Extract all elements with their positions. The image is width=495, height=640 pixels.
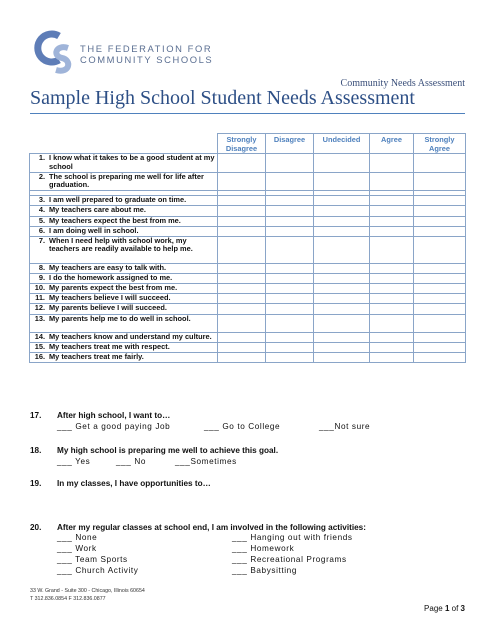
statement-text: My teachers believe I will succeed. [49,293,171,303]
page-title: Sample High School Student Needs Assessment [30,87,415,109]
response-cell[interactable] [414,236,466,263]
statement-number: 16. [34,352,45,362]
response-cell[interactable] [218,274,266,284]
option-sometimes[interactable]: ___Sometimes [175,457,237,466]
option-none[interactable]: ___ None [57,533,98,542]
statement-text: My teachers are easy to talk with. [49,263,167,273]
response-cell[interactable] [218,226,266,236]
statement-content [32,237,215,254]
statement-text: My parents expect the best from me. [49,283,178,293]
header-blank-cell [30,134,218,154]
response-cell[interactable] [266,216,314,226]
option-homework[interactable]: ___ Homework [232,544,295,553]
response-cell[interactable] [218,216,266,226]
statement-cell [30,333,218,343]
page-number [424,604,465,613]
response-cell[interactable] [414,196,466,206]
statement-content [32,333,215,342]
table-row [30,294,466,304]
document-type-label: Community Needs Assessment [340,78,465,89]
table-row [30,264,466,274]
statement-cell [30,353,218,363]
response-cell[interactable] [266,333,314,343]
footer-address: 33 W. Grand - Suite 300 - Chicago, Illinois 60654 [30,588,145,594]
response-cell[interactable] [414,343,466,353]
statement-content [32,196,215,205]
response-cell[interactable] [266,284,314,294]
table-row [30,172,466,191]
table-row [30,314,466,333]
statement-number: 11. [35,293,45,303]
response-cell[interactable] [218,264,266,274]
cs-logo-mark [34,30,76,76]
statement-number: 8. [38,263,45,273]
response-cell[interactable] [414,226,466,236]
table-row [30,274,466,284]
response-cell[interactable] [314,353,370,363]
response-cell[interactable] [314,154,370,173]
option-team-sports[interactable]: ___ Team Sports [57,555,128,564]
response-cell[interactable] [266,343,314,353]
response-cell[interactable] [218,294,266,304]
statement-number: 3. [38,195,45,205]
question-text: In my classes, I have opportunities to… [57,479,211,488]
response-cell[interactable] [314,284,370,294]
statement-content [32,173,215,190]
response-cell[interactable] [414,154,466,173]
response-cell[interactable] [370,284,414,294]
response-cell[interactable] [414,333,466,343]
statement-number: 13. [34,313,45,323]
column-header-strongly-agree: Strongly Agree [414,134,466,154]
footer-phone: T 312.836.0854 F 312.836.0877 [30,595,106,602]
response-cell[interactable] [314,196,370,206]
column-header-disagree: Disagree [266,134,314,154]
response-cell[interactable] [370,314,414,333]
response-cell[interactable] [314,304,370,314]
statement-text: I know what it takes to be a good student at my school [49,153,215,171]
statement-text: I do the homework assigned to me. [49,273,173,283]
statement-cell [30,314,218,333]
statement-cell [30,172,218,191]
response-cell[interactable] [370,264,414,274]
table-row [30,343,466,353]
response-cell[interactable] [370,343,414,353]
response-cell[interactable] [266,314,314,333]
statement-cell [30,343,218,353]
option-work[interactable]: ___ Work [57,544,97,553]
table-row [30,216,466,226]
response-cell[interactable] [414,274,466,284]
table-header-row [30,134,466,154]
response-cell[interactable] [314,274,370,284]
option-yes[interactable]: ___ Yes [57,457,91,466]
page-current: 1 [444,604,450,613]
statement-number: 9. [38,273,45,283]
statement-content [32,284,215,293]
statement-text: When I need help with school work, my teachers are readily available to help me. [49,235,193,254]
statement-cell [30,264,218,274]
statement-text: I am doing well in school. [49,225,139,235]
statement-cell [30,284,218,294]
statement-number: 7. [38,235,45,245]
response-cell[interactable] [314,314,370,333]
response-cell[interactable] [370,196,414,206]
response-cell[interactable] [218,333,266,343]
option-church-activity[interactable]: ___ Church Activity [57,566,139,575]
response-cell[interactable] [266,196,314,206]
logo-line-2: COMMUNITY SCHOOLS [80,54,214,65]
option-college[interactable]: ___ Go to College [204,422,281,431]
response-cell[interactable] [370,236,414,263]
table-row [30,333,466,343]
statement-number: 4. [38,205,45,215]
response-cell[interactable] [414,304,466,314]
statement-cell [30,154,218,173]
statement-cell [30,216,218,226]
statement-text: I am well prepared to graduate on time. [49,195,187,205]
statement-text: My teachers know and understand my culture. [49,332,212,342]
statement-number: 1. [38,153,45,162]
response-cell[interactable] [218,284,266,294]
response-cell[interactable] [414,172,466,191]
statement-number: 2. [38,171,45,181]
response-cell[interactable] [266,172,314,191]
response-cell[interactable] [314,264,370,274]
response-cell[interactable] [370,304,414,314]
table-row [30,236,466,263]
response-cell[interactable] [414,353,466,363]
response-cell[interactable] [314,333,370,343]
statement-content [32,315,215,324]
response-cell[interactable] [266,304,314,314]
statement-cell [30,196,218,206]
table-row [30,154,466,173]
response-cell[interactable] [266,294,314,304]
option-babysitting[interactable]: ___ Babysitting [232,566,297,575]
page-of: of [451,604,459,613]
response-cell[interactable] [370,172,414,191]
table-row [30,284,466,294]
response-cell[interactable] [266,236,314,263]
response-cell[interactable] [218,343,266,353]
statement-text: My parents believe I will succeed. [49,303,167,313]
response-cell[interactable] [266,154,314,173]
response-cell[interactable] [314,226,370,236]
statement-content [32,304,215,313]
response-cell[interactable] [314,206,370,216]
response-cell[interactable] [218,314,266,333]
response-cell[interactable] [370,226,414,236]
response-cell[interactable] [370,333,414,343]
statement-content [32,154,215,171]
option-not-sure[interactable]: ___Not sure [319,422,371,431]
page-total: 3 [460,604,465,613]
response-cell[interactable] [370,154,414,173]
response-cell[interactable] [314,294,370,304]
statement-number: 10. [34,283,45,293]
statement-cell [30,226,218,236]
response-cell[interactable] [414,206,466,216]
response-cell[interactable] [314,216,370,226]
federation-logo [34,30,234,76]
response-cell[interactable] [266,353,314,363]
table-row [30,196,466,206]
statement-text: My teachers expect the best from me. [49,215,181,225]
statement-text: My teachers care about me. [49,205,146,215]
page-label: Page [424,604,443,613]
table-row [30,206,466,216]
question-number: 18. [30,446,42,455]
statement-content [32,343,215,352]
option-no[interactable]: ___ No [116,457,147,466]
question-number: 20. [30,523,42,532]
table-row [30,226,466,236]
question-text: After high school, I want to… [57,411,171,420]
table-row [30,353,466,363]
statement-content [32,227,215,236]
question-text: My high school is preparing me well to achieve this goal. [57,446,279,455]
statement-cell [30,206,218,216]
statement-cell [30,304,218,314]
response-cell[interactable] [414,284,466,294]
survey-body [30,154,466,363]
statement-content [32,217,215,226]
statement-content [32,294,215,303]
statement-cell [30,294,218,304]
response-cell[interactable] [266,274,314,284]
response-cell[interactable] [370,274,414,284]
statement-content [32,274,215,283]
response-cell[interactable] [266,264,314,274]
response-cell[interactable] [314,236,370,263]
column-header-undecided: Undecided [314,134,370,154]
response-cell[interactable] [218,304,266,314]
statement-content [32,353,215,362]
statement-text: My parents help me to do well in school. [49,313,191,323]
response-cell[interactable] [314,343,370,353]
statement-number: 5. [38,215,45,225]
response-cell[interactable] [218,353,266,363]
table-row [30,304,466,314]
column-header-agree: Agree [370,134,414,154]
response-cell[interactable] [218,196,266,206]
response-cell[interactable] [414,294,466,304]
statement-number: 14. [34,332,45,342]
statement-number: 6. [38,225,45,235]
response-cell[interactable] [314,172,370,191]
option-hanging-out[interactable]: ___ Hanging out with friends [232,533,353,542]
statement-text: The school is preparing me well for life after graduation. [49,171,204,190]
response-cell[interactable] [370,206,414,216]
likert-survey-table [29,133,466,363]
logo-line-1: THE FEDERATION FOR [80,43,213,54]
question-text: After my regular classes at school end, I am involved in the following activities: [57,523,366,532]
statement-number: 15. [34,342,45,352]
option-paying-job[interactable]: ___ Get a good paying Job [57,422,171,431]
response-cell[interactable] [266,226,314,236]
response-cell[interactable] [218,154,266,173]
logo-text [80,43,213,65]
response-cell[interactable] [370,216,414,226]
response-cell[interactable] [218,236,266,263]
statement-number: 12. [34,303,45,313]
statement-text: My teachers treat me fairly. [49,352,144,362]
response-cell[interactable] [218,206,266,216]
statement-cell [30,236,218,263]
response-cell[interactable] [414,216,466,226]
response-cell[interactable] [414,264,466,274]
question-number: 19. [30,479,42,488]
statement-content [32,206,215,215]
title-rule [30,113,465,114]
response-cell[interactable] [414,314,466,333]
column-header-strongly-disagree: Strongly Disagree [218,134,266,154]
response-cell[interactable] [266,206,314,216]
response-cell[interactable] [370,294,414,304]
response-cell[interactable] [370,353,414,363]
question-number: 17. [30,411,42,420]
statement-cell [30,274,218,284]
statement-content [32,264,215,273]
option-recreational-programs[interactable]: ___ Recreational Programs [232,555,347,564]
response-cell[interactable] [218,172,266,191]
footer-address-block [30,588,145,603]
statement-text: My teachers treat me with respect. [49,342,170,352]
